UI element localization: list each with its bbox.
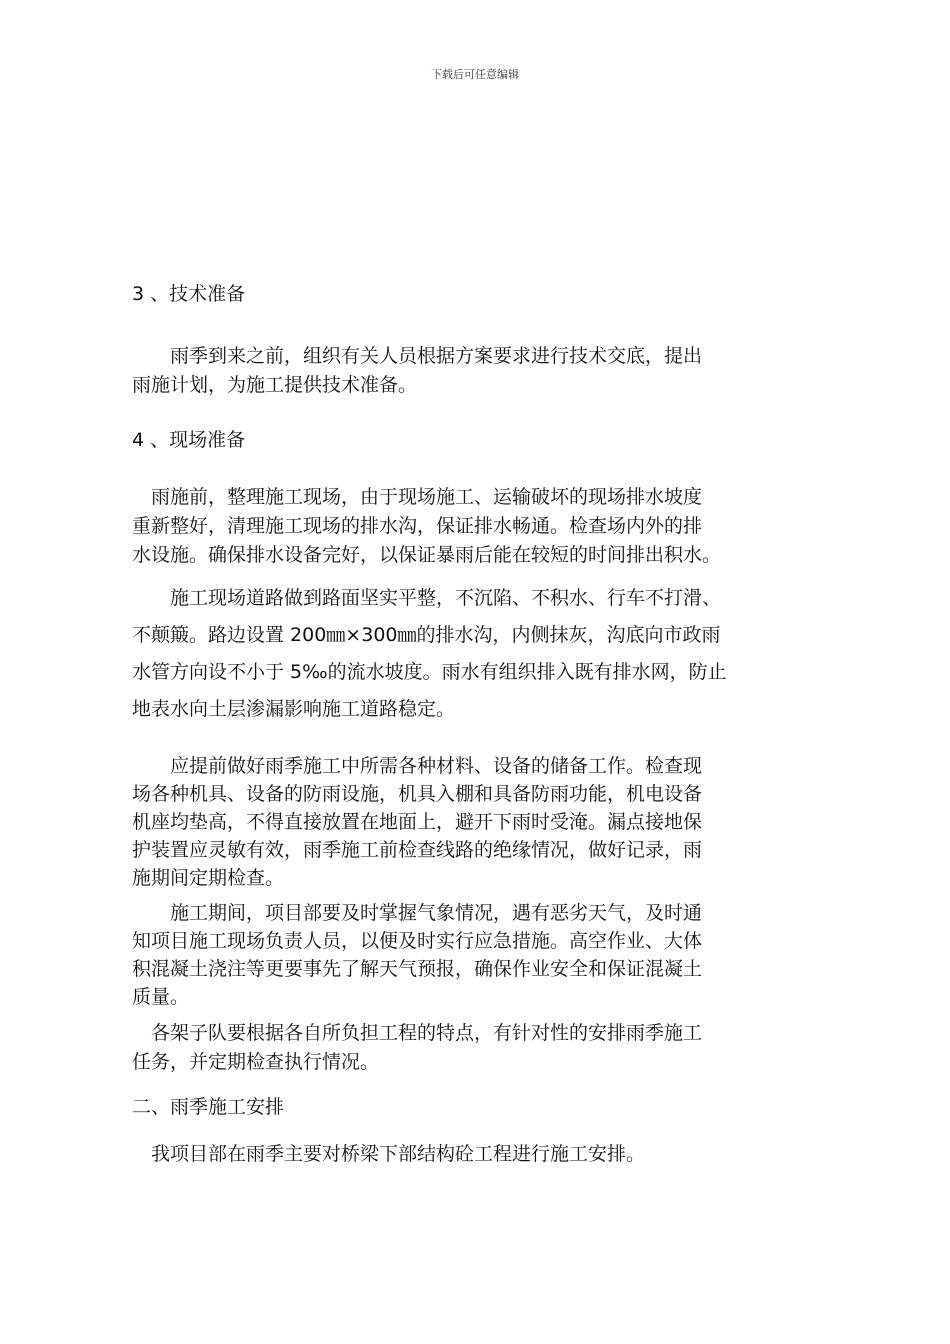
text-line: 施期间定期检查。 bbox=[132, 867, 285, 889]
text-line: 知项目施工现场负责人员，以便及时实行应急措施。高空作业、大体 bbox=[132, 930, 703, 952]
paragraph-site-roads bbox=[132, 580, 822, 728]
text-line: 场各种机具、设备的防雨设施，机具入棚和具备防雨功能，机电设备 bbox=[132, 783, 703, 805]
text-line: 雨施前，整理施工现场，由于现场施工、运输破坏的现场排水坡度 bbox=[132, 486, 703, 508]
text-line: 雨施计划，为施工提供技术准备。 bbox=[132, 374, 418, 396]
text-line: 不颠簸。路边设置 200㎜×300㎜的排水沟，内侧抹灰，沟底向市政雨 bbox=[132, 624, 721, 646]
text-line: 雨季到来之前，组织有关人员根据方案要求进行技术交底，提出 bbox=[132, 345, 703, 367]
heading-tech-prep: 3 、技术准备 bbox=[132, 283, 246, 305]
text-line: 地表水向土层渗漏影响施工道路稳定。 bbox=[132, 698, 456, 720]
text-line: 水设施。确保排水设备完好，以保证暴雨后能在较短的时间排出积水。 bbox=[132, 544, 722, 566]
page-header-note: 下载后可任意编辑 bbox=[431, 68, 519, 81]
text-line: 质量。 bbox=[132, 986, 190, 1008]
heading-rain-arrangement: 二、雨季施工安排 bbox=[132, 1096, 285, 1118]
paragraph-site-equipment bbox=[132, 752, 822, 892]
paragraph-tech-prep bbox=[132, 342, 822, 400]
heading-site-prep: 4 、现场准备 bbox=[132, 429, 246, 451]
text-line: 机座均垫高，不得直接放置在地面上，避开下雨时受淹。漏点接地保 bbox=[132, 811, 703, 833]
paragraph-site-teams bbox=[132, 1019, 822, 1077]
text-line: 积混凝土浇注等更要事先了解天气预报，确保作业安全和保证混凝土 bbox=[132, 958, 703, 980]
paragraph-rain-arrangement: 我项目部在雨季主要对桥梁下部结构砼工程进行施工安排。 bbox=[132, 1143, 646, 1165]
paragraph-site-drainage bbox=[132, 483, 822, 570]
paragraph-site-weather bbox=[132, 899, 822, 1011]
text-line: 水管方向设不小于 5‰的流水坡度。雨水有组织排入既有排水网，防止 bbox=[132, 661, 727, 683]
text-line: 任务，并定期检查执行情况。 bbox=[132, 1051, 380, 1073]
text-line: 各架子队要根据各自所负担工程的特点，有针对性的安排雨季施工 bbox=[132, 1022, 703, 1044]
text-line: 施工现场道路做到路面坚实平整，不沉陷、不积水、行车不打滑、 bbox=[132, 587, 722, 609]
text-line: 应提前做好雨季施工中所需各种材料、设备的储备工作。检查现 bbox=[132, 755, 703, 777]
text-line: 重新整好，清理施工现场的排水沟，保证排水畅通。检查场内外的排 bbox=[132, 515, 703, 537]
text-line: 施工期间，项目部要及时掌握气象情况，遇有恶劣天气，及时通 bbox=[132, 902, 703, 924]
text-line: 护装置应灵敏有效，雨季施工前检查线路的绝缘情况，做好记录，雨 bbox=[132, 839, 703, 861]
